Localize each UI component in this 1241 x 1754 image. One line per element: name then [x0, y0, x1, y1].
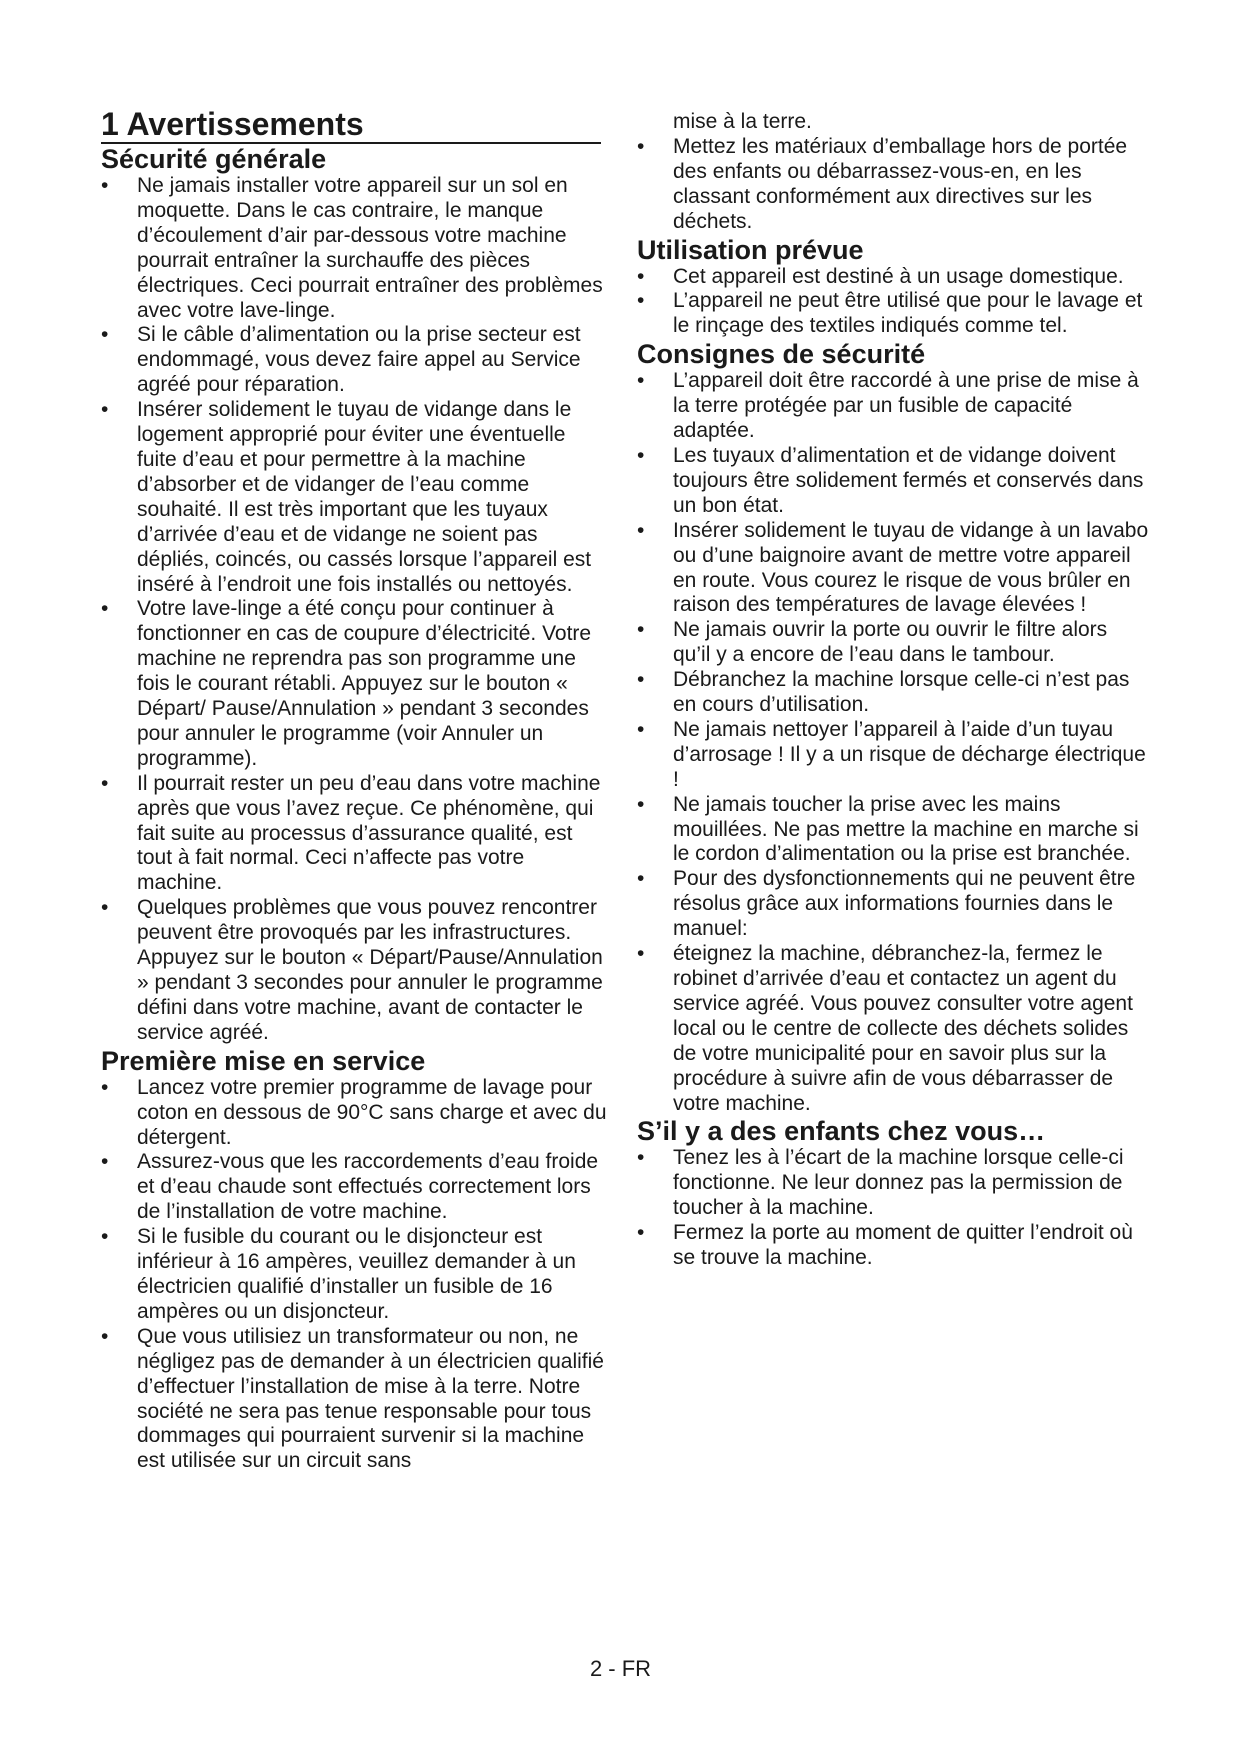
section-heading-enfants: S’il y a des enfants chez vous… — [637, 1116, 1046, 1147]
list-securite-generale — [101, 174, 609, 1046]
list-item: • Mettez les matériaux d’emballage hors de portée des enfants ou débarrassez-vous-en, en les classant conformément aux directives sur les déchets. — [637, 135, 1149, 235]
section-heading-consignes-de-securite: Consignes de sécurité — [637, 339, 926, 370]
list-item: • Assurez-vous que les raccordements d’eau froide et d’eau chaude sont effectués correctement lors de l’installation de votre machine. — [101, 1150, 609, 1225]
list-item: • éteignez la machine, débranchez-la, fermez le robinet d’arrivée d’eau et contactez un agent du service agréé. Vous pouvez consulter votre agent local ou le centre de collecte des déchets solides de votre municipalité pour en savoir plus sur la procédure à suivre afin de vous débarrasser de votre machine. — [637, 942, 1149, 1116]
list-item: • Fermez la porte au moment de quitter l’endroit où se trouve la machine. — [637, 1221, 1149, 1271]
page-number: 2 - FR — [589, 1656, 652, 1681]
list-premiere-mise-en-service — [101, 1076, 609, 1475]
list-item: • Lancez votre premier programme de lavage pour coton en dessous de 90°C sans charge et avec du détergent. — [101, 1076, 609, 1151]
list-item: • Les tuyaux d’alimentation et de vidange doivent toujours être solidement fermés et conservés dans un bon état. — [637, 444, 1149, 519]
right-column — [637, 110, 1149, 1271]
list-item: • Ne jamais ouvrir la porte ou ouvrir le filtre alors qu’il y a encore de l’eau dans le tambour. — [637, 618, 1149, 668]
list-item: • Votre lave-linge a été conçu pour continuer à fonctionner en cas de coupure d’électricité. Votre machine ne reprendra pas son programme une fois le courant rétabli. Appuyez sur le bouton « Départ/ Pause/Annulation » pendant 3 secondes pour annuler le programme (voir Annuler un programme). — [101, 597, 609, 771]
left-column — [101, 108, 609, 1474]
list-item: • Débranchez la machine lorsque celle-ci n’est pas en cours d’utilisation. — [637, 668, 1149, 718]
section-heading-utilisation-prevue: Utilisation prévue — [637, 234, 864, 265]
list-item: • Que vous utilisiez un transformateur ou non, ne négligez pas de demander à un électricien qualifié d’effectuer l’installation de mise à la terre. Notre société ne sera pas tenue responsable pour tous dommages qui pourraient survenir si la machine est utilisée sur un circuit sans — [101, 1325, 609, 1474]
list-enfants — [637, 1146, 1149, 1271]
list-item-continuation: mise à la terre. — [673, 110, 812, 133]
list-item: • Ne jamais toucher la prise avec les mains mouillées. Ne pas mettre la machine en marche si le cordon d’alimentation ou la prise est branchée. — [637, 793, 1149, 868]
list-utilisation-prevue — [637, 265, 1149, 340]
list-item: • Quelques problèmes que vous pouvez rencontrer peuvent être provoqués par les infrastructures. Appuyez sur le bouton « Départ/Pause/Annulation » pendant 3 secondes pour annuler le programme défini dans votre machine, avant de contacter le service agréé. — [101, 896, 609, 1045]
list-consignes-de-securite — [637, 369, 1149, 1116]
list-item: • Insérer solidement le tuyau de vidange dans le logement approprié pour éviter une éventuelle fuite d’eau et pour permettre à la machine d’absorber et de vidanger de l’eau comme souhaité. Il est très important que les tuyaux d’arrivée d’eau et de vidange ne soient pas dépliés, coincés, ou cassés lorsque l’appareil est inséré à l’endroit une fois installés ou nettoyés. — [101, 398, 609, 597]
section-heading-securite-generale: Sécurité générale — [101, 144, 327, 174]
list-continuation — [637, 110, 1149, 235]
list-item: • Il pourrait rester un peu d’eau dans votre machine après que vous l’avez reçue. Ce phénomène, qui fait suite au processus d’assurance qualité, est tout à fait normal. Ceci n’affecte pas votre machine. — [101, 772, 609, 897]
section-heading-premiere-mise-en-service: Première mise en service — [101, 1045, 426, 1076]
list-item: • Ne jamais installer votre appareil sur un sol en moquette. Dans le cas contraire, le manque d’écoulement d’air par-dessous votre machine pourrait entraîner la surchauffe des pièces électriques. Ceci pourrait entraîner des problèmes avec votre lave-linge. — [101, 174, 609, 323]
list-item: • Insérer solidement le tuyau de vidange à un lavabo ou d’une baignoire avant de mettre votre appareil en route. Vous courez le risque de vous brûler en raison des températures de lavage élevées ! — [637, 519, 1149, 619]
list-item: • Pour des dysfonctionnements qui ne peuvent être résolus grâce aux informations fournies dans le manuel: — [637, 867, 1149, 942]
list-item: • L’appareil doit être raccordé à une prise de mise à la terre protégée par un fusible de capacité adaptée. — [637, 369, 1149, 444]
list-item: • Tenez les à l’écart de la machine lorsque celle-ci fonctionne. Ne leur donnez pas la permission de toucher à la machine. — [637, 1146, 1149, 1221]
list-item: • Si le câble d’alimentation ou la prise secteur est endommagé, vous devez faire appel au Service agréé pour réparation. — [101, 323, 609, 398]
list-item: • Si le fusible du courant ou le disjoncteur est inférieur à 16 ampères, veuillez demander à un électricien qualifié d’installer un fusible de 16 ampères ou un disjoncteur. — [101, 1225, 609, 1325]
chapter-title: 1 Avertissements — [101, 108, 601, 144]
list-item: • L’appareil ne peut être utilisé que pour le lavage et le rinçage des textiles indiqués comme tel. — [637, 289, 1149, 339]
list-item: • Ne jamais nettoyer l’appareil à l’aide d’un tuyau d’arrosage ! Il y a un risque de décharge électrique ! — [637, 718, 1149, 793]
list-item: • Cet appareil est destiné à un usage domestique. — [637, 265, 1149, 290]
